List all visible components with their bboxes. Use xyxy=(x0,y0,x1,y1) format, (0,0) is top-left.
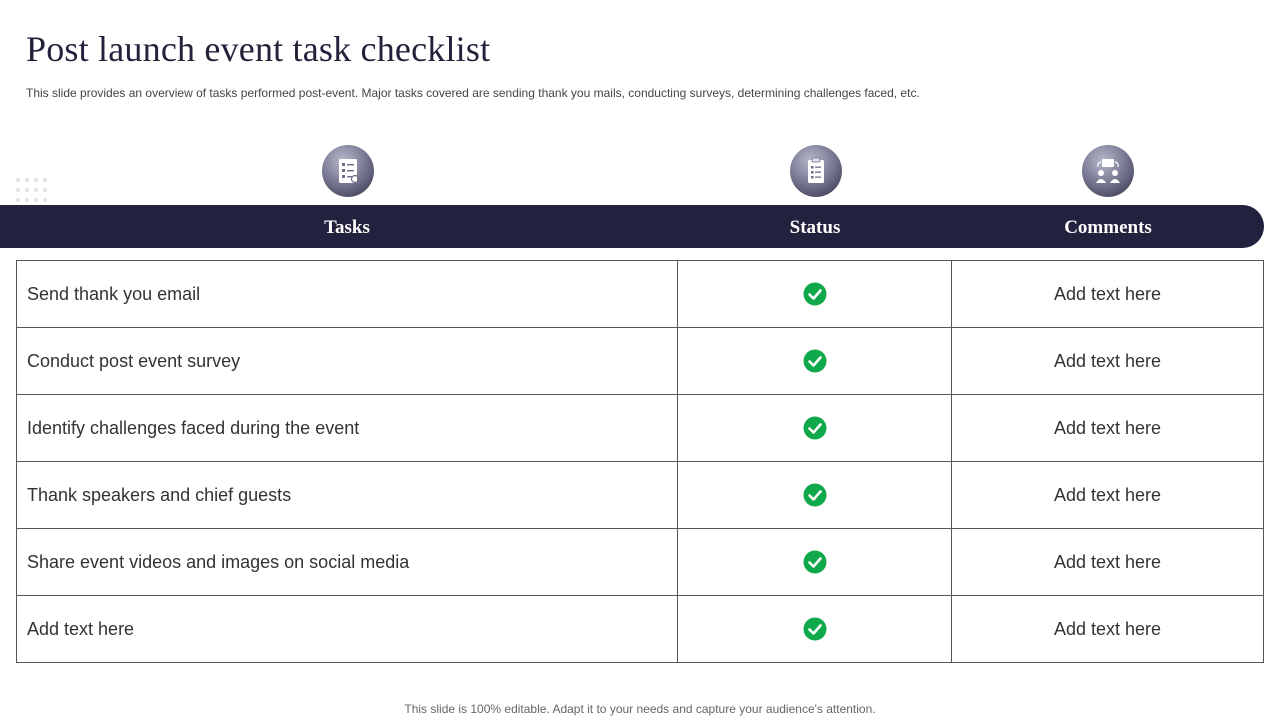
task-cell: Thank speakers and chief guests xyxy=(17,462,678,529)
status-cell xyxy=(678,261,952,328)
status-cell xyxy=(678,328,952,395)
check-icon xyxy=(803,282,827,306)
task-cell: Share event videos and images on social media xyxy=(17,529,678,596)
comment-cell: Add text here xyxy=(952,261,1264,328)
status-cell xyxy=(678,596,952,663)
check-icon xyxy=(803,550,827,574)
check-icon xyxy=(803,416,827,440)
slide-title: Post launch event task checklist xyxy=(26,29,491,69)
task-checklist-table xyxy=(16,260,1264,663)
status-cell xyxy=(678,395,952,462)
team-discussion-icon xyxy=(1082,145,1134,197)
table-row xyxy=(17,529,1264,596)
table-header-bar xyxy=(0,205,1264,248)
comment-cell: Add text here xyxy=(952,395,1264,462)
task-cell: Conduct post event survey xyxy=(17,328,678,395)
table-row xyxy=(17,395,1264,462)
header-comments: Comments xyxy=(1064,217,1152,238)
status-cell xyxy=(678,462,952,529)
check-icon xyxy=(803,483,827,507)
checklist-document-icon xyxy=(322,145,374,197)
comment-cell: Add text here xyxy=(952,462,1264,529)
check-icon xyxy=(803,617,827,641)
slide-footer: This slide is 100% editable. Adapt it to your needs and capture your audience's attention. xyxy=(404,702,876,716)
table-row xyxy=(17,328,1264,395)
table-row xyxy=(17,462,1264,529)
header-tasks: Tasks xyxy=(324,217,370,238)
table-row xyxy=(17,261,1264,328)
slide-subtitle: This slide provides an overview of tasks performed post-event. Major tasks covered are sending thank you mails, conducting surveys, determining challenges faced, etc. xyxy=(26,86,920,100)
comment-cell: Add text here xyxy=(952,328,1264,395)
clipboard-icon xyxy=(790,145,842,197)
task-cell: Add text here xyxy=(17,596,678,663)
comment-cell: Add text here xyxy=(952,596,1264,663)
check-icon xyxy=(803,349,827,373)
task-cell: Send thank you email xyxy=(17,261,678,328)
table-row xyxy=(17,596,1264,663)
status-cell xyxy=(678,529,952,596)
header-status: Status xyxy=(789,217,841,238)
task-cell: Identify challenges faced during the event xyxy=(17,395,678,462)
comment-cell: Add text here xyxy=(952,529,1264,596)
